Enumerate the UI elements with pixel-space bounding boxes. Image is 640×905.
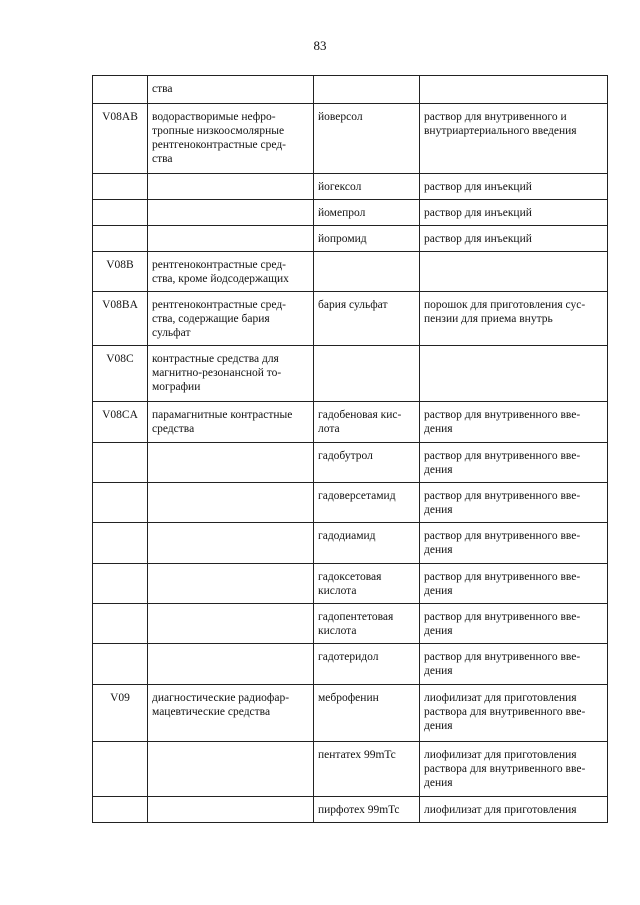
substance-text: пентатех 99mTc	[318, 749, 396, 761]
group-name-cell	[148, 174, 314, 200]
substance-text: гадодиамид	[318, 530, 376, 542]
substance-text: йомепрол	[318, 207, 366, 219]
group-name-cell	[148, 104, 314, 174]
substance-cell	[314, 200, 420, 226]
group-name-cell	[148, 252, 314, 292]
dosage-form-cell	[420, 76, 608, 104]
substance-text: меброфенин	[318, 692, 379, 704]
table-row	[93, 200, 608, 226]
atc-code-cell	[93, 292, 148, 346]
dosage-form-text: порошок для приготовления сус- пензии для приема внутрь	[424, 299, 586, 325]
table-row	[93, 604, 608, 644]
dosage-form-text: лиофилизат для приготовления раствора для внутривенного вве- дения	[424, 749, 586, 789]
group-name-text: диагностические радиофар- мацевтические средства	[152, 692, 290, 718]
table-row	[93, 483, 608, 523]
substance-cell	[314, 644, 420, 685]
group-name-cell	[148, 292, 314, 346]
substance-text: бария сульфат	[318, 299, 388, 311]
substance-cell	[314, 104, 420, 174]
group-name-text: ства	[152, 83, 173, 95]
substance-cell	[314, 443, 420, 483]
dosage-form-text: раствор для внутривенного вве- дения	[424, 409, 581, 435]
dosage-form-cell	[420, 685, 608, 742]
substance-text: пирфотех 99mTc	[318, 804, 400, 816]
table-row	[93, 685, 608, 742]
table-row	[93, 644, 608, 685]
atc-code-cell	[93, 685, 148, 742]
dosage-form-cell	[420, 443, 608, 483]
dosage-form-text: раствор для внутривенного вве- дения	[424, 651, 581, 677]
group-name-cell	[148, 604, 314, 644]
drug-classification-table	[92, 75, 608, 823]
substance-text: гадобеновая кис- лота	[318, 409, 402, 435]
group-name-text: водорастворимые нефро- тропные низкоосмолярные рентгеноконтрастные сред- ства	[152, 111, 287, 165]
dosage-form-text: раствор для инъекций	[424, 207, 532, 219]
substance-text: гадоверсетамид	[318, 490, 396, 502]
substance-text: гадотеридол	[318, 651, 379, 663]
table-row	[93, 797, 608, 823]
table-row	[93, 76, 608, 104]
atc-code-text: V08C	[106, 353, 134, 365]
group-name-text: рентгеноконтрастные сред- ства, содержащие бария сульфат	[152, 299, 287, 339]
dosage-form-text: раствор для внутривенного вве- дения	[424, 450, 581, 476]
group-name-cell	[148, 742, 314, 797]
dosage-form-cell	[420, 104, 608, 174]
dosage-form-cell	[420, 564, 608, 604]
atc-code-text: V08CA	[102, 409, 138, 421]
group-name-cell	[148, 443, 314, 483]
dosage-form-cell	[420, 483, 608, 523]
substance-cell	[314, 226, 420, 252]
table-row	[93, 523, 608, 564]
group-name-cell	[148, 685, 314, 742]
atc-code-text: V08BA	[102, 299, 138, 311]
table-row	[93, 252, 608, 292]
group-name-cell	[148, 564, 314, 604]
dosage-form-text: раствор для внутривенного и внутриартериального введения	[424, 111, 577, 137]
substance-cell	[314, 252, 420, 292]
substance-text: гадопентетовая кислота	[318, 611, 394, 637]
atc-code-cell	[93, 252, 148, 292]
atc-code-cell	[93, 200, 148, 226]
table-row	[93, 226, 608, 252]
dosage-form-cell	[420, 200, 608, 226]
substance-text: гадобутрол	[318, 450, 373, 462]
table-body	[93, 76, 608, 823]
atc-code-cell	[93, 346, 148, 402]
dosage-form-text: раствор для инъекций	[424, 233, 532, 245]
atc-code-cell	[93, 742, 148, 797]
dosage-form-cell	[420, 252, 608, 292]
substance-cell	[314, 346, 420, 402]
atc-code-cell	[93, 76, 148, 104]
dosage-form-text: раствор для внутривенного вве- дения	[424, 571, 581, 597]
group-name-cell	[148, 346, 314, 402]
dosage-form-text: лиофилизат для приготовления раствора для внутривенного вве- дения	[424, 692, 586, 732]
atc-code-cell	[93, 523, 148, 564]
atc-code-cell	[93, 443, 148, 483]
dosage-form-text: раствор для инъекций	[424, 181, 532, 193]
substance-cell	[314, 402, 420, 443]
table-row	[93, 104, 608, 174]
dosage-form-text: раствор для внутривенного вве- дения	[424, 530, 581, 556]
dosage-form-cell	[420, 604, 608, 644]
group-name-cell	[148, 402, 314, 443]
dosage-form-cell	[420, 742, 608, 797]
atc-code-cell	[93, 483, 148, 523]
page-number: 83	[313, 38, 327, 53]
dosage-form-cell	[420, 174, 608, 200]
atc-code-cell	[93, 797, 148, 823]
group-name-cell	[148, 76, 314, 104]
atc-code-cell	[93, 644, 148, 685]
substance-cell	[314, 742, 420, 797]
substance-cell	[314, 564, 420, 604]
substance-cell	[314, 483, 420, 523]
table-row	[93, 742, 608, 797]
atc-code-cell	[93, 226, 148, 252]
table-row	[93, 174, 608, 200]
dosage-form-text: раствор для внутривенного вве- дения	[424, 490, 581, 516]
substance-cell	[314, 604, 420, 644]
atc-code-cell	[93, 604, 148, 644]
atc-code-cell	[93, 174, 148, 200]
dosage-form-text: лиофилизат для приготовления	[424, 804, 577, 816]
group-name-text: парамагнитные контрастные средства	[152, 409, 293, 435]
group-name-cell	[148, 200, 314, 226]
group-name-cell	[148, 797, 314, 823]
substance-cell	[314, 174, 420, 200]
table-row	[93, 443, 608, 483]
dosage-form-cell	[420, 644, 608, 685]
dosage-form-cell	[420, 523, 608, 564]
substance-text: йопромид	[318, 233, 367, 245]
atc-code-cell	[93, 564, 148, 604]
substance-cell	[314, 292, 420, 346]
substance-cell	[314, 76, 420, 104]
substance-text: йогексол	[318, 181, 362, 193]
atc-code-text: V09	[110, 692, 130, 704]
table-row	[93, 402, 608, 443]
group-name-text: рентгеноконтрастные сред- ства, кроме йодсодержащих	[152, 259, 289, 285]
dosage-form-cell	[420, 292, 608, 346]
substance-cell	[314, 685, 420, 742]
substance-cell	[314, 523, 420, 564]
group-name-cell	[148, 644, 314, 685]
dosage-form-text: раствор для внутривенного вве- дения	[424, 611, 581, 637]
substance-cell	[314, 797, 420, 823]
atc-code-cell	[93, 104, 148, 174]
substance-text: гадоксетовая кислота	[318, 571, 382, 597]
group-name-cell	[148, 523, 314, 564]
atc-code-text: V08B	[106, 259, 134, 271]
substance-text: йоверсол	[318, 111, 363, 123]
table-row	[93, 346, 608, 402]
table-row	[93, 292, 608, 346]
dosage-form-cell	[420, 346, 608, 402]
group-name-text: контрастные средства для магнитно-резонансной то- мографии	[152, 353, 282, 393]
group-name-cell	[148, 226, 314, 252]
table-row	[93, 564, 608, 604]
atc-code-text: V08AB	[102, 111, 138, 123]
group-name-cell	[148, 483, 314, 523]
dosage-form-cell	[420, 797, 608, 823]
dosage-form-cell	[420, 402, 608, 443]
dosage-form-cell	[420, 226, 608, 252]
atc-code-cell	[93, 402, 148, 443]
